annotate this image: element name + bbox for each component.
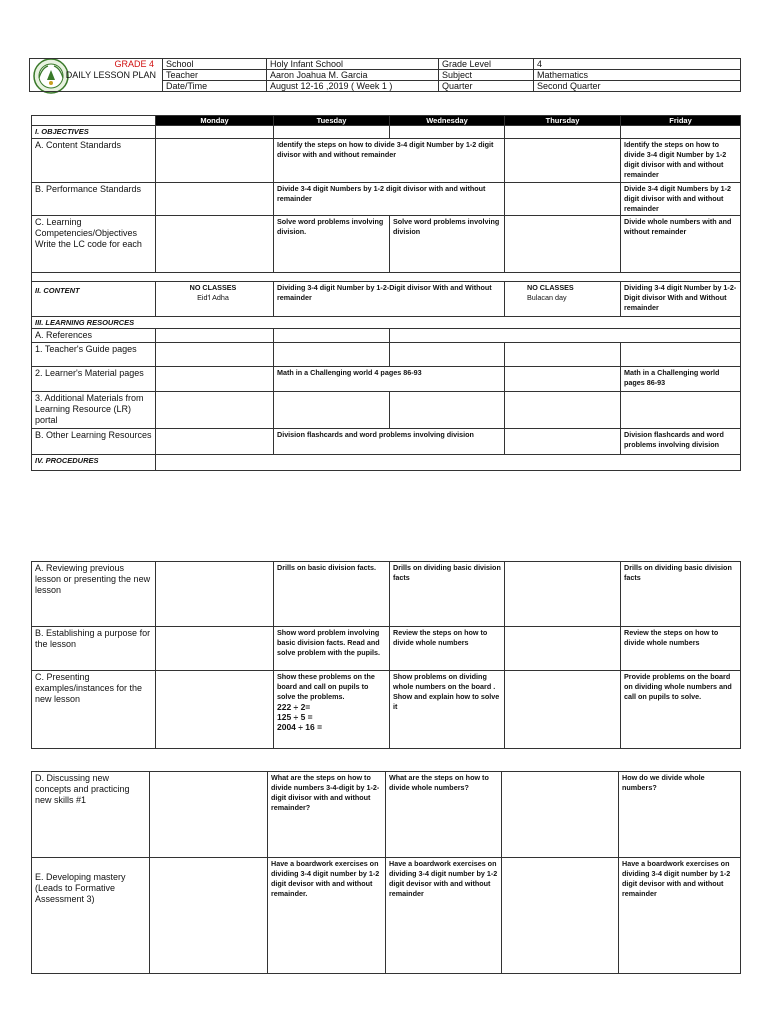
day-tuesday: Tuesday — [274, 116, 390, 126]
discussing-tue: What are the steps on how to divide numbers 3-4-digit by 1-2-digit divisor with and without remainder? — [268, 772, 386, 858]
discussing-wed: What are the steps on how to divide whole numbers? — [386, 772, 502, 858]
grade-level-value: 4 — [534, 59, 741, 70]
content-mon-line1: NO CLASSES — [189, 283, 237, 292]
mastery-tue: Have a boardwork exercises on dividing 3-4 digit number by 1-2 digit devisor with and without remainder. — [268, 858, 386, 974]
presenting-tue: Show these problems on the board and call on pupils to solve the problems. — [277, 672, 375, 701]
learning-resources-heading: III. LEARNING RESOURCES — [32, 317, 741, 329]
additional-materials-label: 3. Additional Materials from Learning Resource (LR) portal — [32, 392, 156, 429]
subject-value: Mathematics — [534, 70, 741, 81]
learners-material-fri: Math in a Challenging world pages 86-93 — [621, 367, 741, 392]
presenting-eq-3: 2004 ÷ 16 = — [277, 722, 323, 732]
learners-material-label: 2. Learner's Material pages — [32, 367, 156, 392]
purpose-wed: Review the steps on how to divide whole numbers — [390, 627, 505, 671]
teachers-guide-label: 1. Teacher's Guide pages — [32, 343, 156, 367]
plan-title: DAILY LESSON PLAN — [30, 70, 163, 81]
lesson-plan-table-2 — [31, 561, 741, 749]
discussing-fri: How do we divide whole numbers? — [619, 772, 741, 858]
content-standards-fri: Identify the steps on how to divide 3-4 digit Number by 1-2 digit divisor with and without remainder — [621, 139, 741, 183]
reviewing-tue: Drills on basic division facts. — [274, 562, 390, 627]
school-value: Holy Infant School — [267, 59, 439, 70]
day-wednesday: Wednesday — [390, 116, 505, 126]
content-thu-line1: NO CLASSES — [527, 283, 574, 292]
presenting-eq-1: 222 ÷ 2= — [277, 702, 311, 712]
other-resources-label: B. Other Learning Resources — [32, 429, 156, 455]
competencies-tue: Solve word problems involving division. — [274, 216, 390, 273]
school-label: School — [163, 59, 267, 70]
quarter-label: Quarter — [439, 81, 534, 92]
content-standards-tue: Identify the steps on how to divide 3-4 digit Number by 1-2 digit divisor with and without remainder — [274, 139, 505, 183]
performance-standards-label: B. Performance Standards — [32, 183, 156, 216]
day-thursday: Thursday — [505, 116, 621, 126]
content-standards-label: A. Content Standards — [32, 139, 156, 183]
reviewing-fri: Drills on dividing basic division facts — [621, 562, 741, 627]
teacher-label: Teacher — [163, 70, 267, 81]
content-thu-line2: Bulacan day — [527, 293, 567, 302]
date-label: Date/Time — [163, 81, 267, 92]
mastery-wed: Have a boardwork exercises on dividing 3-4 digit number by 1-2 digit devisor with and without remainder — [386, 858, 502, 974]
objectives-heading: I. OBJECTIVES — [32, 126, 156, 139]
performance-standards-tue: Divide 3-4 digit Numbers by 1-2 digit divisor with and without remainder — [274, 183, 505, 216]
grade-level-label: Grade Level — [439, 59, 534, 70]
content-heading: II. CONTENT — [32, 282, 156, 317]
competencies-fri: Divide whole numbers with and without remainder — [621, 216, 741, 273]
procedures-heading: IV. PROCEDURES — [32, 455, 156, 471]
other-resources-tue: Division flashcards and word problems involving division — [274, 429, 505, 455]
reviewing-wed: Drills on dividing basic division facts — [390, 562, 505, 627]
presenting-fri: Provide problems on the board on dividing whole numbers and call on pupils to solve. — [621, 671, 741, 749]
header-table — [29, 58, 741, 92]
lesson-plan-table-1 — [31, 115, 741, 471]
learners-material-tue: Math in a Challenging world 4 pages 86-93 — [274, 367, 505, 392]
mastery-label: E. Developing mastery (Leads to Formative Assessment 3) — [32, 858, 150, 974]
discussing-label: D. Discussing new concepts and practicing new skills #1 — [32, 772, 150, 858]
purpose-label: B. Establishing a purpose for the lesson — [32, 627, 156, 671]
reviewing-label: A. Reviewing previous lesson or presenting the new lesson — [32, 562, 156, 627]
teacher-value: Aaron Joahua M. Garcia — [267, 70, 439, 81]
content-mon-line2: Eid'l Adha — [197, 293, 229, 302]
date-value: August 12-16 ,2019 ( Week 1 ) — [267, 81, 439, 92]
other-resources-fri: Division flashcards and word problems involving division — [621, 429, 741, 455]
presenting-wed: Show problems on dividing whole numbers on the board . Show and explain how to solve it — [390, 671, 505, 749]
competencies-wed: Solve word problems involving division — [390, 216, 505, 273]
quarter-value: Second Quarter — [534, 81, 741, 92]
purpose-fri: Review the steps on how to divide whole numbers — [621, 627, 741, 671]
purpose-tue: Show word problem involving basic division facts. Read and solve problem with the pupils. — [274, 627, 390, 671]
performance-standards-fri: Divide 3-4 digit Numbers by 1-2 digit divisor with and without remainder — [621, 183, 741, 216]
content-fri: Dividing 3-4 digit Number by 1-2-Digit divisor With and Without remainder — [621, 282, 741, 317]
mastery-fri: Have a boardwork exercises on dividing 3-4 digit number by 1-2 digit devisor with and without remainder — [619, 858, 741, 974]
grade-label: GRADE 4 — [30, 59, 163, 70]
references-label: A. References — [32, 329, 156, 343]
competencies-label: C. Learning Competencies/Objectives Write the LC code for each — [32, 216, 156, 273]
presenting-eq-2: 125 ÷ 5 = — [277, 712, 313, 722]
presenting-label: C. Presenting examples/instances for the new lesson — [32, 671, 156, 749]
day-monday: Monday — [156, 116, 274, 126]
lesson-plan-table-3 — [31, 771, 741, 974]
subject-label: Subject — [439, 70, 534, 81]
day-friday: Friday — [621, 116, 741, 126]
content-tue: Dividing 3-4 digit Number by 1-2-Digit divisor With and Without remainder — [274, 282, 505, 317]
